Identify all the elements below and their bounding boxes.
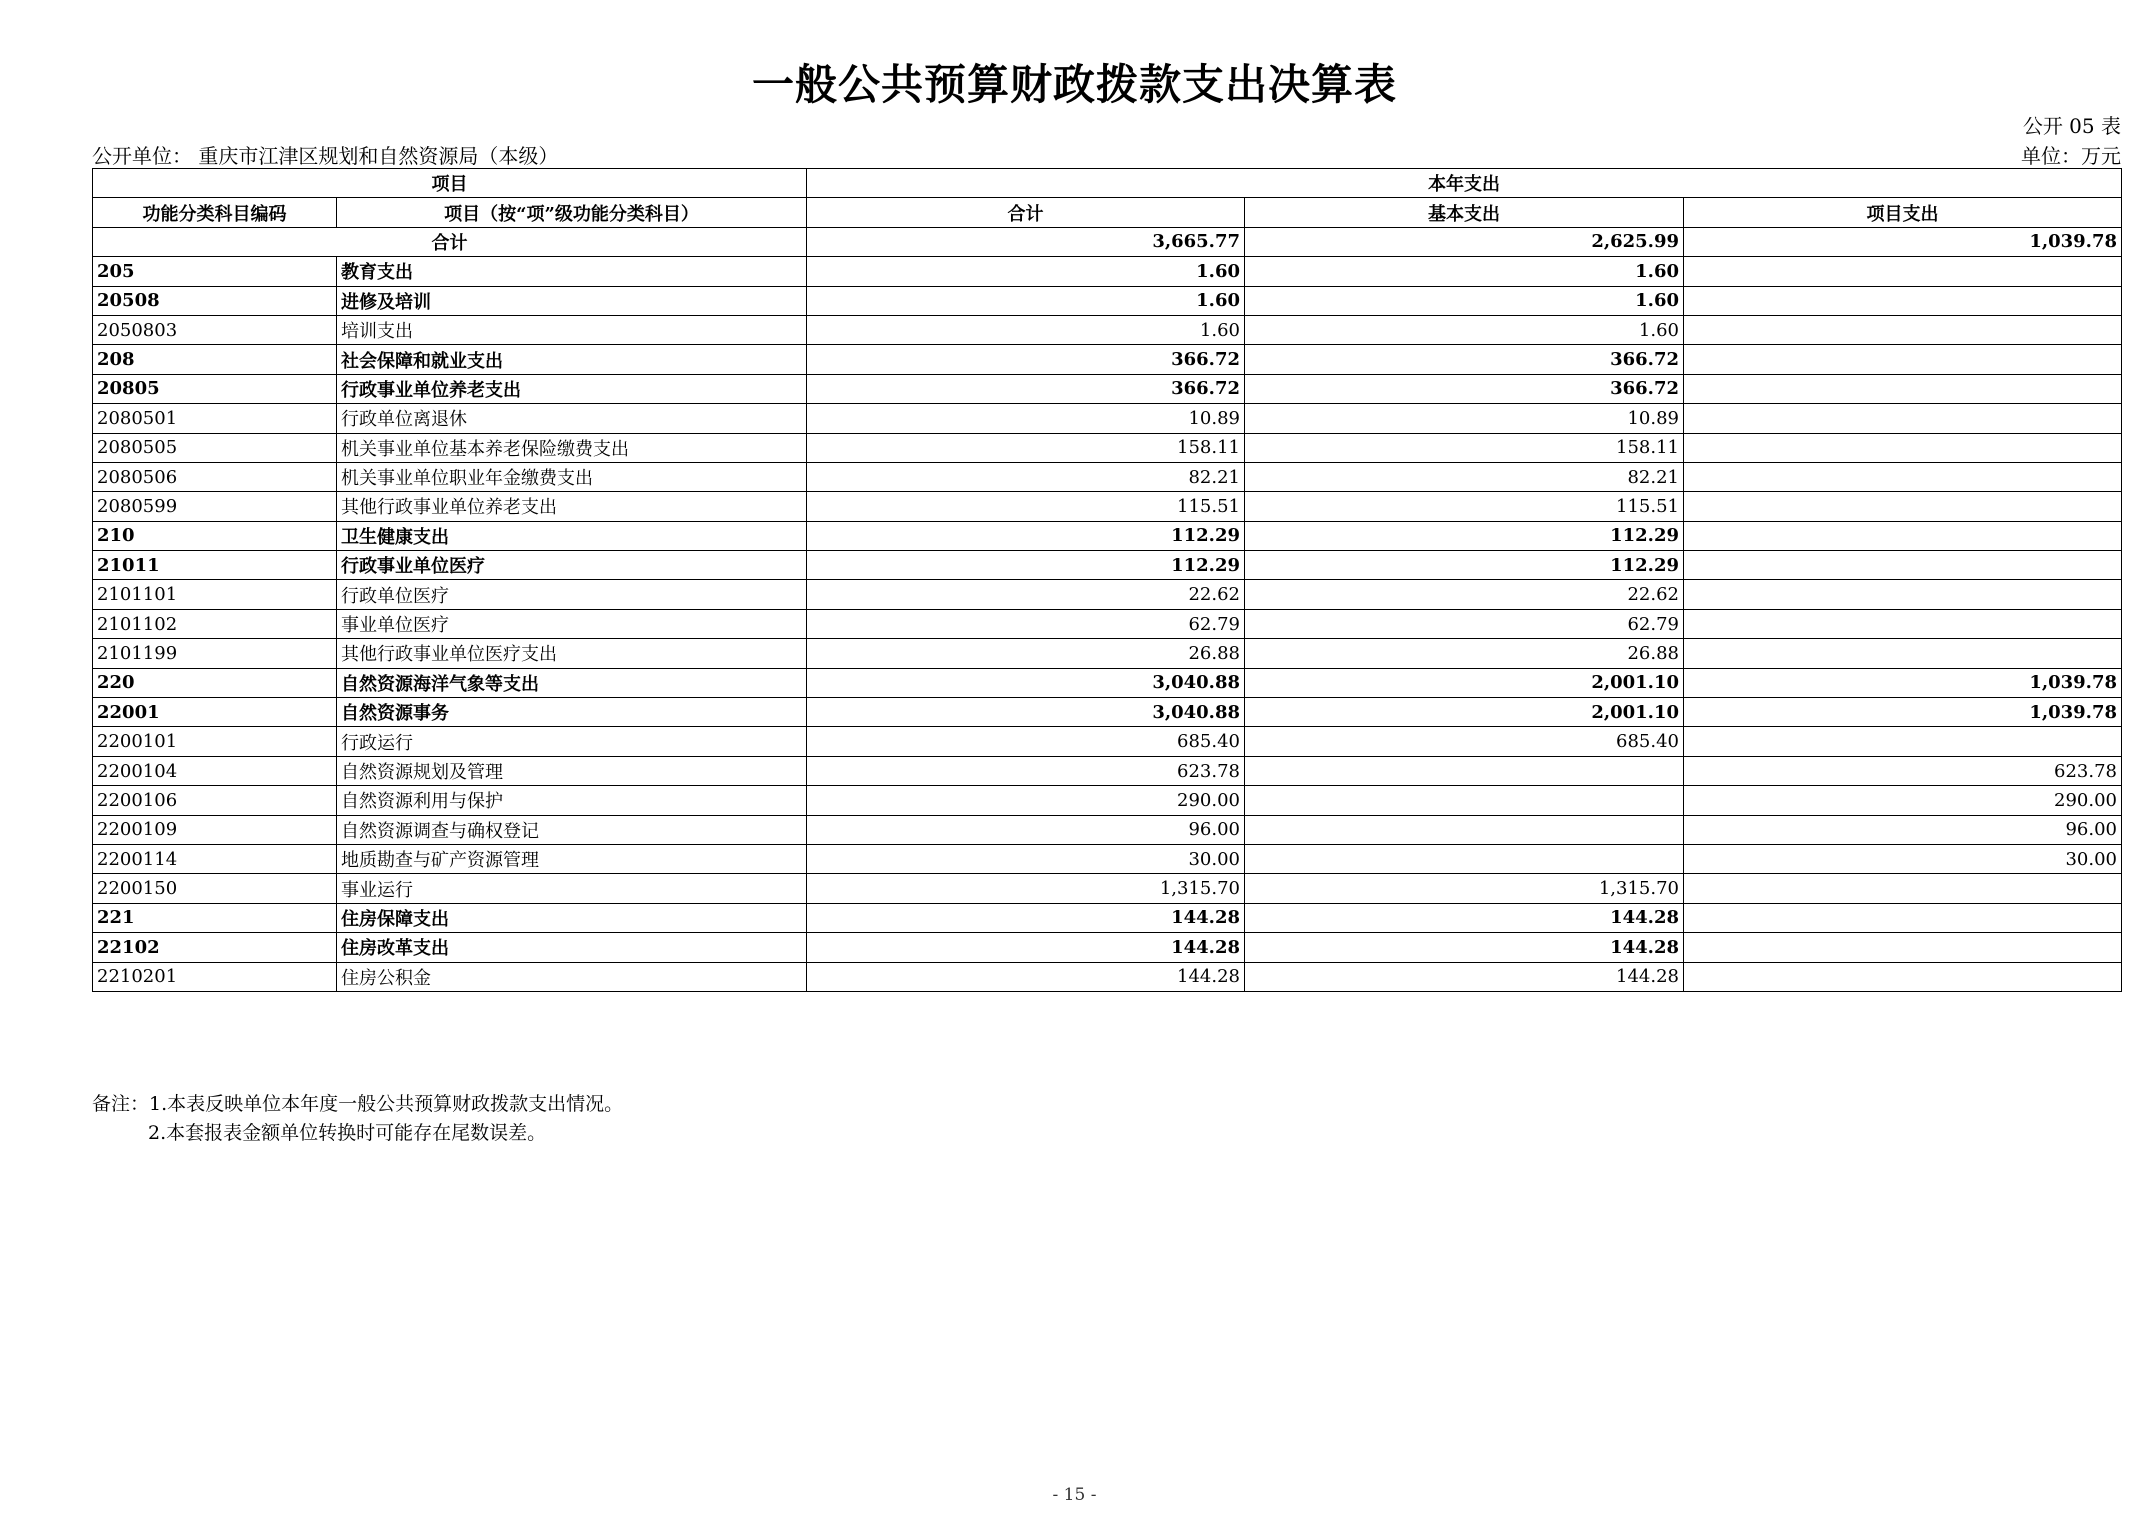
row-name: 其他行政事业单位养老支出 xyxy=(337,492,807,521)
row-code: 21011 xyxy=(93,551,337,580)
table-row xyxy=(93,639,2122,668)
total-label: 合计 xyxy=(93,227,807,256)
table-row xyxy=(93,903,2122,932)
row-total: 96.00 xyxy=(807,815,1245,844)
row-total: 144.28 xyxy=(807,933,1245,962)
row-project xyxy=(1684,286,2122,315)
row-code: 2080505 xyxy=(93,433,337,462)
row-total: 144.28 xyxy=(807,962,1245,991)
row-total: 366.72 xyxy=(807,345,1245,374)
header-item: 项目（按“项”级功能分类科目） xyxy=(337,198,807,227)
row-total: 158.11 xyxy=(807,433,1245,462)
row-code: 22001 xyxy=(93,698,337,727)
row-project xyxy=(1684,551,2122,580)
row-name: 培训支出 xyxy=(337,315,807,344)
row-project xyxy=(1684,315,2122,344)
row-total: 22.62 xyxy=(807,580,1245,609)
row-project: 1,039.78 xyxy=(1684,668,2122,697)
row-total: 82.21 xyxy=(807,462,1245,491)
row-code: 2101101 xyxy=(93,580,337,609)
header-year-expense: 本年支出 xyxy=(807,169,2122,198)
row-project: 1,039.78 xyxy=(1684,698,2122,727)
total-basic: 2,625.99 xyxy=(1245,227,1684,256)
row-project xyxy=(1684,639,2122,668)
row-code: 2200101 xyxy=(93,727,337,756)
row-project: 623.78 xyxy=(1684,756,2122,785)
row-total: 3,040.88 xyxy=(807,668,1245,697)
row-basic: 82.21 xyxy=(1245,462,1684,491)
row-code: 2200150 xyxy=(93,874,337,903)
row-project xyxy=(1684,433,2122,462)
row-total: 1.60 xyxy=(807,315,1245,344)
row-basic: 685.40 xyxy=(1245,727,1684,756)
table-row xyxy=(93,580,2122,609)
row-basic: 366.72 xyxy=(1245,374,1684,403)
row-project xyxy=(1684,903,2122,932)
row-basic: 1.60 xyxy=(1245,257,1684,286)
row-project: 30.00 xyxy=(1684,844,2122,873)
row-name: 机关事业单位职业年金缴费支出 xyxy=(337,462,807,491)
row-name: 卫生健康支出 xyxy=(337,521,807,550)
row-name: 行政单位离退休 xyxy=(337,404,807,433)
row-basic: 2,001.10 xyxy=(1245,698,1684,727)
table-number: 公开 05 表 xyxy=(2022,114,2121,138)
row-name: 地质勘查与矿产资源管理 xyxy=(337,844,807,873)
row-total: 1,315.70 xyxy=(807,874,1245,903)
row-total: 62.79 xyxy=(807,609,1245,638)
row-code: 205 xyxy=(93,257,337,286)
row-name: 自然资源规划及管理 xyxy=(337,756,807,785)
row-name: 自然资源利用与保护 xyxy=(337,786,807,815)
row-basic xyxy=(1245,786,1684,815)
row-project xyxy=(1684,521,2122,550)
row-name: 进修及培训 xyxy=(337,286,807,315)
row-code: 2050803 xyxy=(93,315,337,344)
header-total: 合计 xyxy=(807,198,1245,227)
row-total: 1.60 xyxy=(807,286,1245,315)
row-name: 住房改革支出 xyxy=(337,933,807,962)
row-total: 112.29 xyxy=(807,521,1245,550)
table-row xyxy=(93,433,2122,462)
row-code: 2080501 xyxy=(93,404,337,433)
notes xyxy=(92,1090,623,1148)
total-sum: 3,665.77 xyxy=(807,227,1245,256)
expense-table xyxy=(92,168,2122,992)
row-project xyxy=(1684,492,2122,521)
row-code: 2080599 xyxy=(93,492,337,521)
table-row xyxy=(93,962,2122,991)
note-1: 备注：1.本表反映单位本年度一般公共预算财政拨款支出情况。 xyxy=(92,1093,624,1115)
row-project xyxy=(1684,933,2122,962)
row-basic: 1.60 xyxy=(1245,286,1684,315)
row-basic xyxy=(1245,756,1684,785)
row-total: 112.29 xyxy=(807,551,1245,580)
page-number: - 15 - xyxy=(1052,1485,1097,1505)
row-basic: 115.51 xyxy=(1245,492,1684,521)
row-code: 220 xyxy=(93,668,337,697)
row-name: 机关事业单位基本养老保险缴费支出 xyxy=(337,433,807,462)
row-basic: 2,001.10 xyxy=(1245,668,1684,697)
row-code: 2101199 xyxy=(93,639,337,668)
reporting-unit: 公开单位： 重庆市江津区规划和自然资源局（本级） xyxy=(92,144,559,168)
table-row xyxy=(93,698,2122,727)
row-name: 行政事业单位养老支出 xyxy=(337,374,807,403)
row-project: 96.00 xyxy=(1684,815,2122,844)
table-row xyxy=(93,257,2122,286)
table-row xyxy=(93,844,2122,873)
header-project-expense: 项目支出 xyxy=(1684,198,2122,227)
row-code: 20508 xyxy=(93,286,337,315)
table-row xyxy=(93,668,2122,697)
row-total: 26.88 xyxy=(807,639,1245,668)
total-project: 1,039.78 xyxy=(1684,227,2122,256)
row-code: 2101102 xyxy=(93,609,337,638)
row-code: 2200114 xyxy=(93,844,337,873)
row-project xyxy=(1684,874,2122,903)
total-row xyxy=(93,227,2122,256)
row-project xyxy=(1684,257,2122,286)
row-basic xyxy=(1245,815,1684,844)
row-project xyxy=(1684,404,2122,433)
row-name: 行政事业单位医疗 xyxy=(337,551,807,580)
row-project xyxy=(1684,727,2122,756)
row-name: 自然资源事务 xyxy=(337,698,807,727)
row-total: 623.78 xyxy=(807,756,1245,785)
row-name: 自然资源海洋气象等支出 xyxy=(337,668,807,697)
row-basic: 1,315.70 xyxy=(1245,874,1684,903)
row-code: 221 xyxy=(93,903,337,932)
table-row xyxy=(93,374,2122,403)
row-basic: 26.88 xyxy=(1245,639,1684,668)
row-total: 30.00 xyxy=(807,844,1245,873)
table-row xyxy=(93,933,2122,962)
page-title: 一般公共预算财政拨款支出决算表 xyxy=(751,60,1397,109)
row-code: 22102 xyxy=(93,933,337,962)
row-total: 1.60 xyxy=(807,257,1245,286)
row-code: 2200109 xyxy=(93,815,337,844)
row-project xyxy=(1684,374,2122,403)
row-code: 2200104 xyxy=(93,756,337,785)
unit-row xyxy=(92,140,2121,168)
table-row xyxy=(93,404,2122,433)
row-name: 事业单位医疗 xyxy=(337,609,807,638)
row-code: 208 xyxy=(93,345,337,374)
row-name: 其他行政事业单位医疗支出 xyxy=(337,639,807,668)
header-row-2 xyxy=(93,198,2122,227)
row-basic: 158.11 xyxy=(1245,433,1684,462)
row-name: 教育支出 xyxy=(337,257,807,286)
row-basic: 144.28 xyxy=(1245,933,1684,962)
row-total: 115.51 xyxy=(807,492,1245,521)
row-basic: 1.60 xyxy=(1245,315,1684,344)
table-row xyxy=(93,286,2122,315)
table-row xyxy=(93,492,2122,521)
row-project xyxy=(1684,609,2122,638)
row-name: 事业运行 xyxy=(337,874,807,903)
row-total: 144.28 xyxy=(807,903,1245,932)
row-basic: 22.62 xyxy=(1245,580,1684,609)
row-total: 685.40 xyxy=(807,727,1245,756)
header-basic: 基本支出 xyxy=(1245,198,1684,227)
table-row xyxy=(93,521,2122,550)
table-row xyxy=(93,874,2122,903)
table-row xyxy=(93,345,2122,374)
table-row xyxy=(93,786,2122,815)
row-basic xyxy=(1245,844,1684,873)
row-code: 210 xyxy=(93,521,337,550)
row-basic: 112.29 xyxy=(1245,521,1684,550)
row-basic: 366.72 xyxy=(1245,345,1684,374)
table-row xyxy=(93,551,2122,580)
row-project xyxy=(1684,462,2122,491)
row-name: 住房公积金 xyxy=(337,962,807,991)
row-basic: 62.79 xyxy=(1245,609,1684,638)
row-name: 自然资源调查与确权登记 xyxy=(337,815,807,844)
table-row xyxy=(93,315,2122,344)
row-total: 366.72 xyxy=(807,374,1245,403)
row-name: 社会保障和就业支出 xyxy=(337,345,807,374)
row-basic: 10.89 xyxy=(1245,404,1684,433)
row-total: 290.00 xyxy=(807,786,1245,815)
row-name: 行政单位医疗 xyxy=(337,580,807,609)
header-project: 项目 xyxy=(93,169,807,198)
table-row xyxy=(93,462,2122,491)
row-project xyxy=(1684,580,2122,609)
row-code: 20805 xyxy=(93,374,337,403)
header-code: 功能分类科目编码 xyxy=(93,198,337,227)
row-total: 3,040.88 xyxy=(807,698,1245,727)
header-row-1 xyxy=(93,169,2122,198)
table-row xyxy=(93,609,2122,638)
row-name: 住房保障支出 xyxy=(337,903,807,932)
row-name: 行政运行 xyxy=(337,727,807,756)
row-total: 10.89 xyxy=(807,404,1245,433)
row-basic: 112.29 xyxy=(1245,551,1684,580)
note-2: 2.本套报表金额单位转换时可能存在尾数误差。 xyxy=(148,1122,547,1144)
row-project xyxy=(1684,345,2122,374)
row-basic: 144.28 xyxy=(1245,903,1684,932)
amount-unit: 单位：万元 xyxy=(2021,144,2121,168)
row-code: 2200106 xyxy=(93,786,337,815)
row-basic: 144.28 xyxy=(1245,962,1684,991)
table-row xyxy=(93,756,2122,785)
row-code: 2210201 xyxy=(93,962,337,991)
row-code: 2080506 xyxy=(93,462,337,491)
row-project: 290.00 xyxy=(1684,786,2122,815)
row-project xyxy=(1684,962,2122,991)
table-row xyxy=(93,815,2122,844)
table-row xyxy=(93,727,2122,756)
